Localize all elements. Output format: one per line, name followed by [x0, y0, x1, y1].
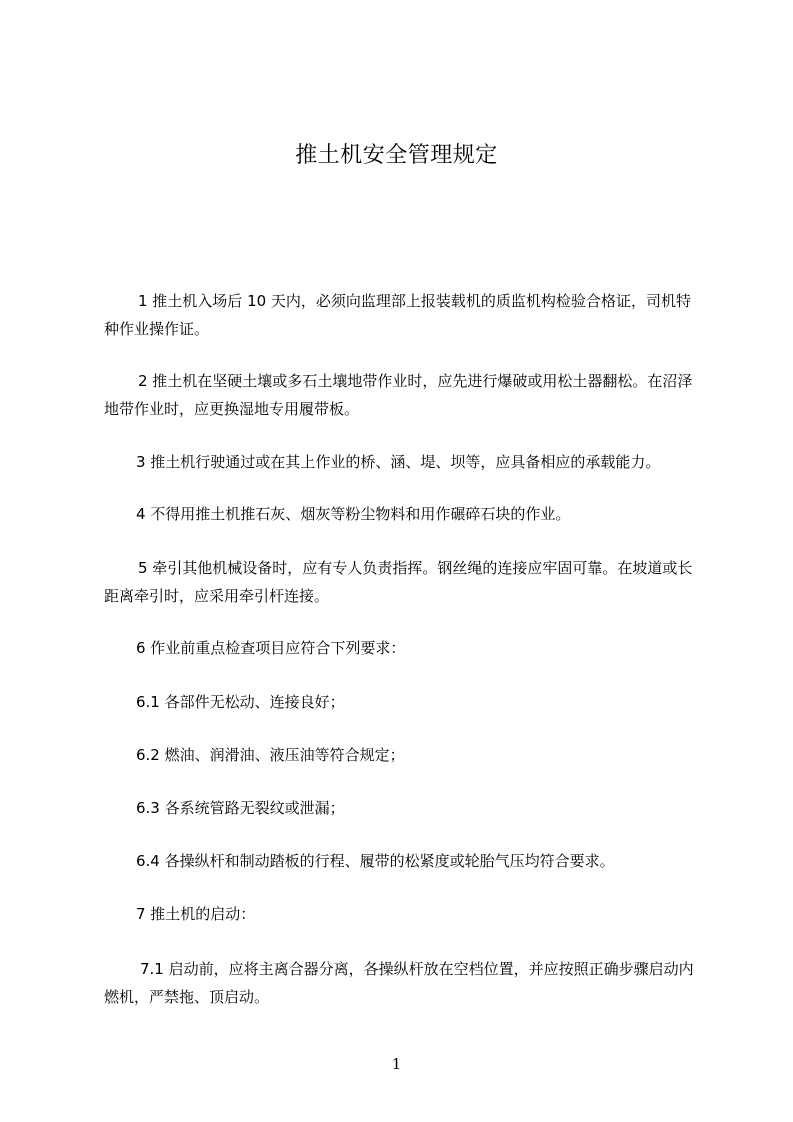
- paragraph-7: 7 推土机的启动：: [136, 905, 256, 923]
- paragraph-6-3: 6.3 各系统管路无裂纹或泄漏；: [136, 799, 345, 817]
- paragraph-6-1: 6.1 各部件无松动、连接良好；: [136, 693, 345, 711]
- page-number: 1: [391, 1055, 402, 1073]
- paragraph-3: 3 推土机行驶通过或在其上作业的桥、涵、堤、坝等，应具备相应的承载能力。: [136, 453, 661, 471]
- document-title: 推土机安全管理规定: [295, 143, 498, 168]
- paragraph-6-4: 6.4 各操纵杆和制动踏板的行程、履带的松紧度或轮胎气压均符合要求。: [136, 852, 615, 870]
- paragraph-5: 5 牵引其他机械设备时，应有专人负责指挥。钢丝绳的连接应牢固可靠。在坡道或长距离牵引时，应采用牵引杆连接。: [104, 559, 693, 605]
- paragraph-1: 1 推土机入场后 10 天内，必须向监理部上报装载机的质监机构检验合格证，司机特种作业操作证。: [104, 292, 691, 338]
- paragraph-6: 6 作业前重点检查项目应符合下列要求：: [136, 639, 406, 657]
- paragraph-7-1: 7.1 启动前，应将主离合器分离，各操纵杆放在空档位置，并应按照正确步骤启动内燃机，严禁拖、顶启动。: [104, 960, 694, 1006]
- paragraph-4: 4 不得用推土机推石灰、烟灰等粉尘物料和用作碾碎石块的作业。: [136, 505, 571, 523]
- paragraph-6-2: 6.2 燃油、润滑油、液压油等符合规定；: [136, 746, 405, 764]
- paragraph-2: 2 推土机在坚硬土壤或多石土壤地带作业时，应先进行爆破或用松土器翻松。在沼泽地带作业时，应更换湿地专用履带板。: [104, 372, 693, 418]
